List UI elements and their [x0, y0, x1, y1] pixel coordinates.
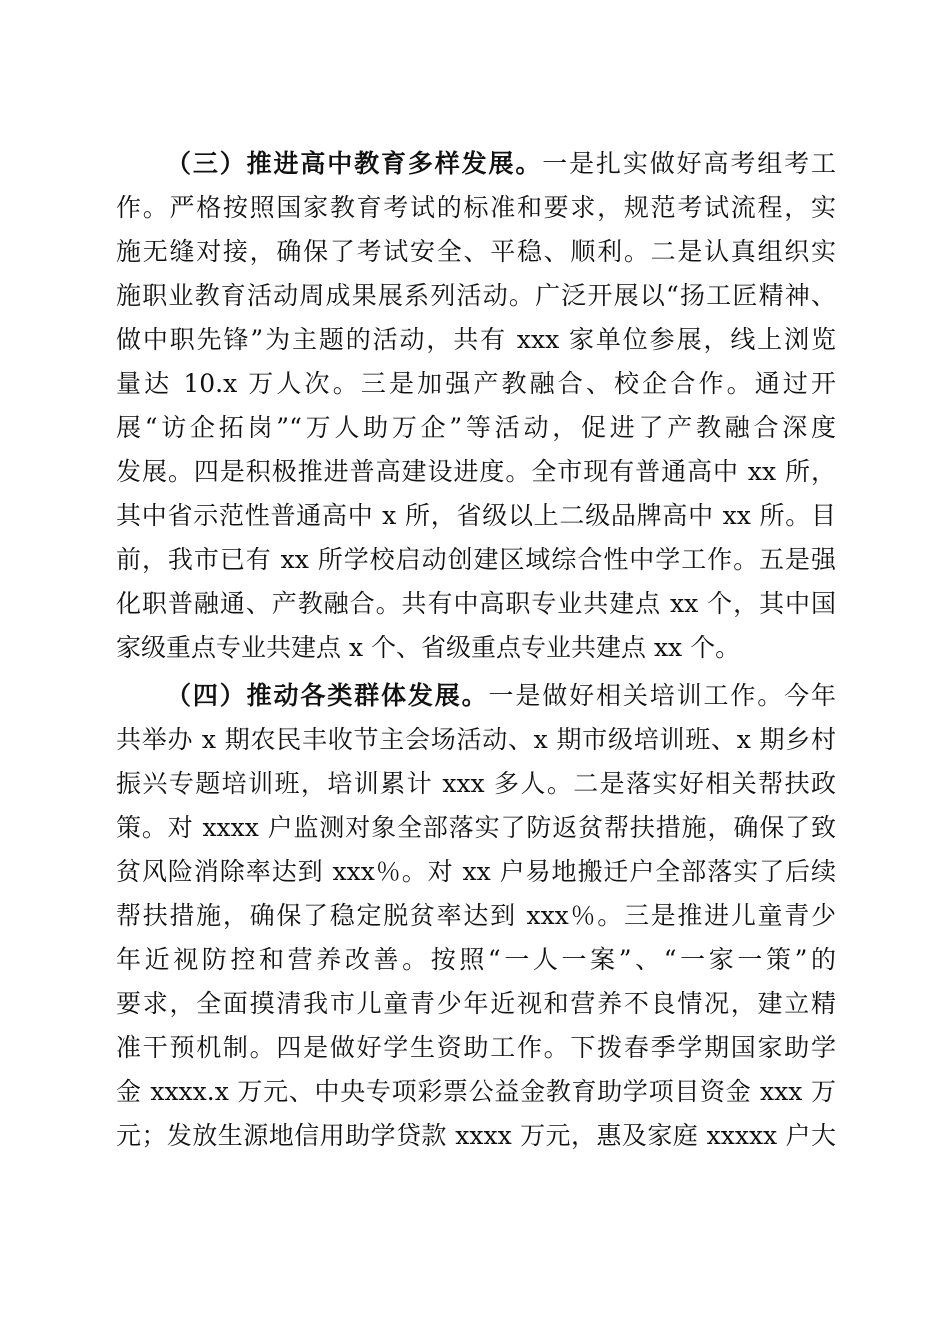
- section3-line-1-text: 一是扎实做好高考组考工: [542, 149, 836, 178]
- section3-heading: （三）推进高中教育多样发展。: [166, 149, 543, 178]
- section3-line-10: 前，我市已有 xx 所学校启动创建区域综合性中学工作。五是强: [116, 545, 836, 574]
- section3-line-2: 作。严格按照国家教育考试的标准和要求，规范考试流程，实: [116, 193, 836, 222]
- section4-line-11: 元；发放生源地信用助学贷款 xxxx 万元，惠及家庭 xxxxx 户大: [116, 1121, 836, 1150]
- section4-line-3: 振兴专题培训班，培训累计 xxx 多人。二是落实好相关帮扶政: [116, 769, 836, 798]
- section4-line-2: 共举办 x 期农民丰收节主会场活动、x 期市级培训班、x 期乡村: [116, 725, 836, 754]
- section4-line-4: 策。对 xxxx 户监测对象全部落实了防返贫帮扶措施，确保了致: [116, 813, 836, 842]
- section3-line-5: 做中职先锋”为主题的活动，共有 xxx 家单位参展，线上浏览: [116, 325, 836, 354]
- section3-line-9: 其中省示范性普通高中 x 所，省级以上二级品牌高中 xx 所。目: [116, 501, 836, 530]
- section3-line-7: 展“访企拓岗”“万人助万企”等活动，促进了产教融合深度: [116, 413, 836, 442]
- section4-line-1: [166, 674, 836, 718]
- section4-line-5: 贫风险消除率达到 xxx％。对 xx 户易地搬迁户全部落实了后续: [116, 857, 836, 886]
- section3-line-1: [166, 142, 836, 186]
- section4-line-7: 年近视防控和营养改善。按照“一人一案”、“一家一策”的: [116, 945, 836, 974]
- section4-heading: （四）推动各类群体发展。: [166, 681, 489, 710]
- section4-line-10: 金 xxxx.x 万元、中央专项彩票公益金教育助学项目资金 xxx 万: [116, 1077, 836, 1106]
- section4-line-8: 要求，全面摸清我市儿童青少年近视和营养不良情况，建立精: [116, 989, 836, 1018]
- section4-line-1-text: 一是做好相关培训工作。今年: [488, 681, 836, 710]
- section3-line-11: 化职普融通、产教融合。共有中高职专业共建点 xx 个，其中国: [116, 589, 836, 618]
- section4-line-9: 准干预机制。四是做好学生资助工作。下拨春季学期国家助学: [116, 1033, 836, 1062]
- section3-line-6: 量达 10.x 万人次。三是加强产教融合、校企合作。通过开: [116, 369, 836, 398]
- section3-line-12: 家级重点专业共建点 x 个、省级重点专业共建点 xx 个。: [116, 633, 741, 662]
- section3-line-4: 施职业教育活动周成果展系列活动。广泛开展以“扬工匠精神、: [116, 281, 836, 310]
- section4-line-6: 帮扶措施，确保了稳定脱贫率达到 xxx％。三是推进儿童青少: [116, 901, 836, 930]
- section3-line-8: 发展。四是积极推进普高建设进度。全市现有普通高中 xx 所，: [116, 457, 836, 486]
- section3-line-3: 施无缝对接，确保了考试安全、平稳、顺利。二是认真组织实: [116, 237, 836, 266]
